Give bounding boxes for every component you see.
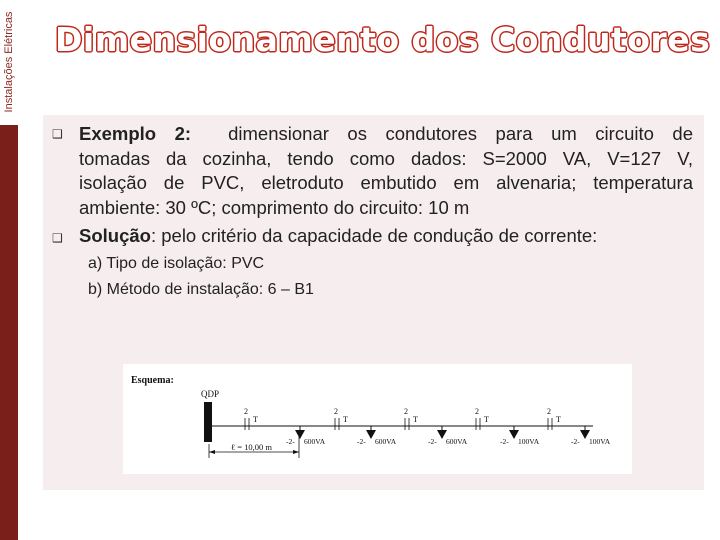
mark-label: T [413,415,418,424]
length-label: ℓ = 10,00 m [231,442,272,452]
item-b [88,281,314,299]
load-prefix-label: -2- [571,437,580,446]
load-prefix-label: -2- [286,437,295,446]
example-label: Exemplo 2: [79,123,192,144]
mark-label: T [556,415,561,424]
load-label: 600VA [304,437,326,446]
solution-label: Solução [79,225,151,246]
load-prefix-label: -2- [500,437,509,446]
load-label: 600VA [446,437,468,446]
conductor-count-label: 2 [475,407,479,416]
load-label: 100VA [589,437,611,446]
bullet-icon: ❑ [52,231,63,245]
example-line-3: isolação de PVC, eletroduto embutido em alvenaria; temperatura [79,172,693,193]
dim-arrow-left [209,450,215,454]
conductor-count-label: 2 [547,407,551,416]
mark-label: T [343,415,348,424]
conductor-count-label: 2 [334,407,338,416]
example-paragraph [79,122,693,220]
scheme-diagram [123,364,632,474]
mark-label: T [484,415,489,424]
slide-title: Dimensionamento dos Condutores [55,20,711,59]
item-a-value: PVC [226,255,265,272]
item-a [88,255,264,273]
side-label: Instalações Elétricas [3,11,15,113]
example-line-2: tomadas da cozinha, tendo como dados: S=2000 VA, V=127 V, [79,147,693,169]
item-a-label: a) Tipo de isolação: [88,255,227,272]
item-b-label: b) Método de instalação: [88,281,264,298]
solution-paragraph [79,224,693,249]
conductor-count-label: 2 [244,407,248,416]
load-label: 100VA [518,437,540,446]
panel-label: QDP [201,389,220,399]
example-line-1 [79,122,693,147]
bullet-icon: ❑ [52,127,63,141]
item-b-value: 6 – B1 [263,281,314,298]
scheme-svg [123,364,632,474]
load-prefix-label: -2- [428,437,437,446]
side-label-box [0,0,18,125]
load-label: 600VA [375,437,397,446]
example-line-4: ambiente: 30 ºC; comprimento do circuito: 10 m [79,196,470,218]
scheme-label: Esquema: [131,375,174,386]
load-prefix-label: -2- [357,437,366,446]
conductor-count-label: 2 [404,407,408,416]
dim-arrow-right [293,450,299,454]
example-line-1-text: dimensionar os condutores para um circuito de [228,123,693,144]
mark-label: T [253,415,258,424]
solution-text: : pelo critério da capacidade de condução de corrente: [150,225,598,246]
panel-box [204,402,212,442]
